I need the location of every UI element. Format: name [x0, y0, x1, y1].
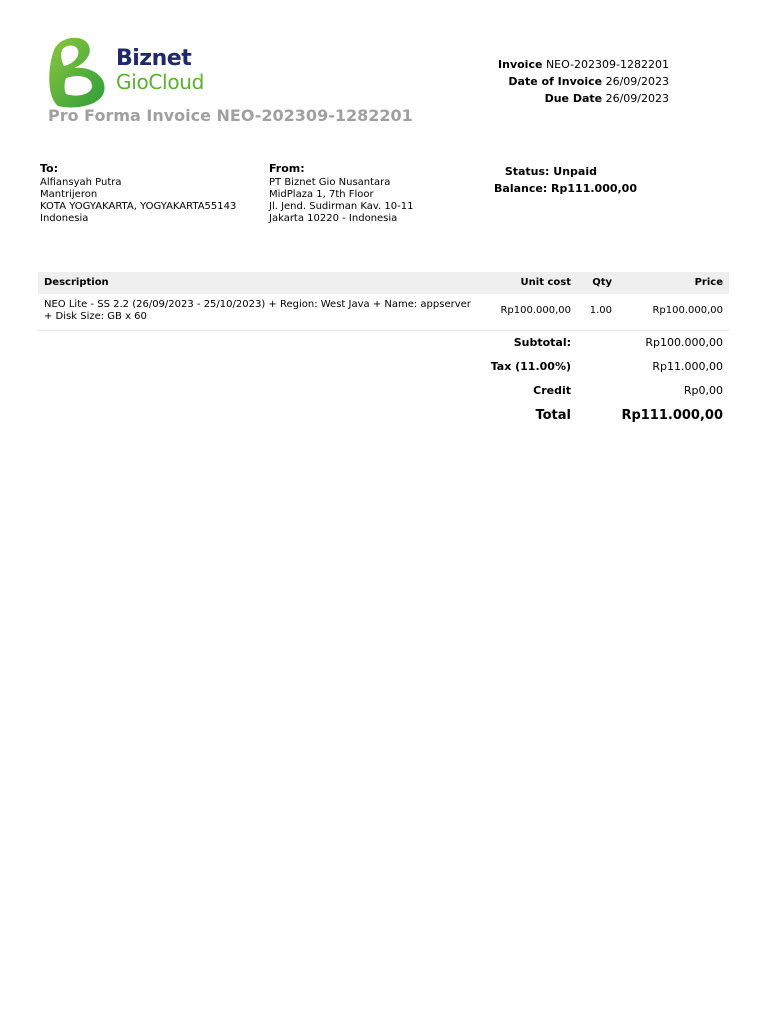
page-title: Pro Forma Invoice NEO-202309-1282201 — [48, 106, 413, 125]
credit-value: Rp0,00 — [683, 384, 723, 397]
credit-label: Credit — [533, 384, 571, 397]
due-date-row — [498, 90, 669, 107]
bill-to-line: Alfiansyah Putra — [40, 177, 122, 188]
bill-to-block — [40, 163, 236, 225]
bill-from-header: From: — [269, 162, 305, 175]
row-description: NEO Lite - SS 2.2 (26/09/2023 - 25/10/2023) + Region: West Java + Name: appserver + Disk Size: GB x 60 — [44, 299, 471, 322]
invoice-number-label: Invoice — [498, 58, 543, 71]
bill-from-line: Jl. Jend. Sudirman Kav. 10-11 — [269, 201, 414, 212]
total-label: Total — [535, 408, 571, 423]
logo-text-giocloud: GioCloud — [116, 70, 205, 94]
balance-text: Balance: Rp111.000,00 — [494, 182, 637, 195]
invoice-number-row — [498, 56, 669, 73]
invoice-meta — [498, 56, 669, 107]
bill-to-header: To: — [40, 162, 58, 175]
bill-from-line: Jakarta 10220 - Indonesia — [269, 213, 398, 224]
invoice-date-value: 26/09/2023 — [605, 75, 669, 88]
subtotal-value: Rp100.000,00 — [645, 336, 723, 349]
invoice-date-label: Date of Invoice — [508, 75, 603, 88]
row-unit-cost: Rp100.000,00 — [500, 305, 571, 316]
due-date-label: Due Date — [544, 92, 603, 105]
row-qty: 1.00 — [589, 305, 612, 316]
col-price-header: Price — [694, 277, 723, 288]
bill-from-line: PT Biznet Gio Nusantara — [269, 177, 391, 188]
bill-to-line: Indonesia — [40, 213, 89, 224]
bill-from-block — [269, 163, 413, 225]
tax-label: Tax (11.00%) — [490, 360, 571, 373]
payment-status-block — [494, 163, 637, 197]
status-badge: Status: Unpaid — [504, 165, 597, 178]
invoice-number-value: NEO-202309-1282201 — [545, 58, 669, 71]
bill-to-line: KOTA YOGYAKARTA, YOGYAKARTA55143 — [40, 201, 237, 212]
due-date-value: 26/09/2023 — [605, 92, 669, 105]
subtotal-label: Subtotal: — [513, 336, 571, 349]
bill-to-line: Mantrijeron — [40, 189, 98, 200]
total-value: Rp111.000,00 — [621, 408, 723, 423]
col-description-header: Description — [44, 277, 109, 288]
col-qty-header: Qty — [592, 277, 612, 288]
logo-text-biznet: Biznet — [116, 46, 192, 71]
bill-from-line: MidPlaza 1, 7th Floor — [269, 189, 374, 200]
tax-value: Rp11.000,00 — [652, 360, 723, 373]
row-price: Rp100.000,00 — [652, 305, 723, 316]
biznet-logo-mark — [44, 36, 110, 108]
company-logo — [44, 36, 224, 110]
line-items-table-header — [38, 272, 729, 294]
table-row — [38, 296, 729, 331]
invoice-date-row — [498, 73, 669, 90]
col-unit-cost-header: Unit cost — [520, 277, 571, 288]
